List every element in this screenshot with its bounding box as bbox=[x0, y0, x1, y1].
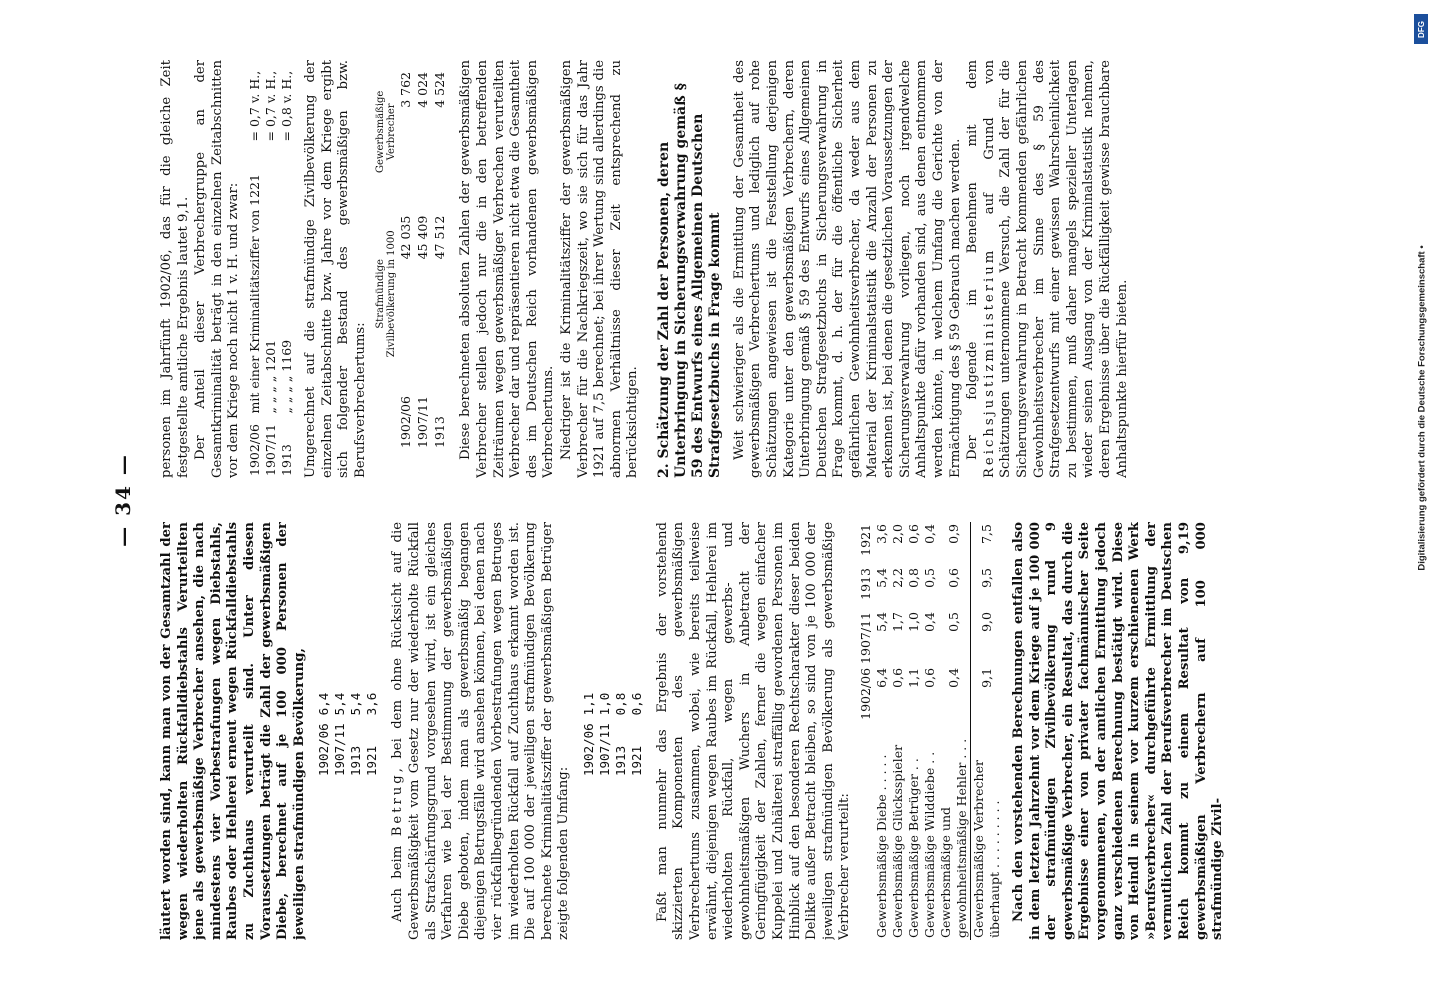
table-cell: 5,4 bbox=[874, 612, 889, 632]
table-cell: = 0,7 v. H., bbox=[246, 70, 262, 142]
table-row bbox=[906, 522, 922, 940]
table-header: Gewerbsmäßige Verbrecher bbox=[375, 90, 398, 173]
paragraph: Der Anteil dieser Verbrechergruppe an der Gesamtkriminalität beträgt in den einzelnen Zeitabschnitten vor dem Kriege noch nicht 1 v. H. und zwar: bbox=[193, 60, 242, 478]
table-cell: 7,5 bbox=[971, 522, 1004, 566]
row-label: Gewerbsmäßige Glücksspieler bbox=[890, 744, 905, 938]
table-row bbox=[397, 60, 414, 460]
table-cell: 1,0 bbox=[906, 612, 921, 632]
table-row bbox=[613, 689, 629, 780]
table-row bbox=[364, 689, 380, 780]
table-cell: 5,4 bbox=[874, 568, 889, 588]
emphasis-spaced: Betrug bbox=[390, 772, 406, 837]
table-cell: 0,4 bbox=[922, 612, 937, 632]
table-cell: 3,6 bbox=[364, 692, 380, 716]
table-row bbox=[414, 60, 431, 460]
table-cell: = 0,7 v. H., bbox=[262, 70, 278, 142]
document-page bbox=[107, 60, 1327, 940]
table-cell: 4 024 bbox=[415, 72, 431, 108]
table-cell: 0,6 bbox=[922, 667, 937, 688]
table-cell: 2,0 bbox=[890, 524, 905, 544]
paragraph: Weit schwieriger als die Ermittlung der Gesamtheit des gewerbsmäßigen Verbrechertums und lediglich auf rohe Schätzungen angewiesen ist die Feststellung derjenigen Kategorie unter den gewerbsmäßigen Verbrechern, deren Unterbringung gemäß § 59 des Entwurfs eines Allgemeinen Deutschen Strafgesetzbuchs in Sicherungsverwahrung in Frage kommt, d. h. der für die öffentliche Sicherheit gefährlichen Gewohnheitsverbrecher, da weder aus dem Material der Kriminalstatistik die Anzahl der Personen zu erkennen ist, bei denen die gesetzlichen Voraussetzungen der Sicherungsverwahrung vorliegen, noch irgendwelche Anhaltspunkte dafür vorhanden sind, aus denen entnommen werden könnte, in welchem Umfang die Gerichte von der Ermächtigung des § 59 Gebrauch machen werden. bbox=[731, 60, 963, 478]
professional-criminals-table bbox=[858, 522, 1003, 940]
table-cell: 1907/11 bbox=[415, 396, 431, 448]
table-cell: 1,1 bbox=[906, 667, 921, 688]
table-row bbox=[890, 522, 906, 940]
fraud-rate-table bbox=[581, 689, 645, 780]
table-cell: 1907/11 bbox=[262, 424, 278, 476]
table-cell: 1913 bbox=[612, 745, 628, 776]
table-cell: 1913 bbox=[432, 416, 448, 448]
table-row bbox=[581, 689, 597, 780]
table-cell: 0,4 bbox=[946, 667, 961, 688]
row-label: Gewerbsmäßige Wilddiebe . . bbox=[922, 751, 937, 938]
digitization-credit bbox=[1412, 8, 1432, 992]
table-row bbox=[431, 60, 448, 460]
text-run: Der folgende im Benehmen mit dem bbox=[965, 60, 981, 460]
table-cell: 1902/06 bbox=[398, 396, 414, 448]
table-cell: 1913 bbox=[348, 745, 364, 776]
table-cell: 3,6 bbox=[874, 524, 889, 544]
paragraph: Nach den vorstehenden Berechnungen entfallen also in dem letzten Jahrzehnt vor dem Kriege auf je 100 000 der strafmündigen Zivilbevölkerung rund 9 gewerbsmäßige Verbrecher, ein Resultat, das durch die Ergebnisse einer von privater fachmännischer Seite vorgenommenen, von der amtlichen Ermittlung jedoch ganz verschiedenen Berechnung bestätigt wird. Diese von Heindl in seinem vor kurzem erschienenen Werk »Berufsverbrecher« durchgeführte Ermittlung der vermutlichen Zahl der Berufsverbrecher im Deutschen Reich kommt zu einem Resultat von 9,19 gewerbsmäßigen Verbrechern auf 100 000 strafmündige Zivil- bbox=[1011, 522, 1226, 940]
table-cell: 5,4 bbox=[332, 692, 348, 716]
table-cell: 1913 bbox=[278, 444, 294, 476]
table-cell: 0,6 bbox=[890, 667, 905, 688]
paragraph bbox=[965, 60, 1131, 478]
table-cell: 1907/11 bbox=[596, 723, 612, 776]
paragraph: Diese berechneten absoluten Zahlen der gewerbsmäßigen Verbrecher stellen jedoch nur die in den betreffenden Zeiträumen wegen gewerbsmäßiger Verbrechen verurteilten Verbrecher dar und repräsentieren nicht etwa die Gesamtheit des im Deutschen Reich vorhandenen gewerbsmäßigen Verbrechertums. bbox=[458, 60, 557, 478]
table-cell: 6,4 bbox=[316, 692, 332, 716]
thief-rate-table bbox=[316, 689, 380, 780]
text-run: , bei dem ohne Rücksicht auf die Gewerbsmäßigkeit vom Gesetz nur der wiederholte Rückfall als Strafschärfungsgrund vorgesehen wird, ist ein gleiches Verfahren wie bei der Bestimmung der gewerbsmäßigen Diebe geboten, indem man als gewerbsmäßig begangen diejenigen Betrugsfälle wird ansehen können, bei denen nach vier rückfallbegründenden Vorbestrafungen wegen Betruges im wiederholten Rückfall auf Zuchthaus erkannt worden ist. Die auf 100 000 der jeweiligen strafmündigen Bevölkerung berechnete Kriminalitätsziffer der gewerbsmäßigen Betrüger zeigte folgenden Umfang: bbox=[390, 522, 572, 940]
dfg-logo-icon bbox=[1414, 14, 1428, 44]
credit-text: Digitalisierung gefördert durch die Deutsche Forschungsgemeinschaft • bbox=[1416, 245, 1428, 571]
table-header: 1921 bbox=[858, 524, 873, 556]
table-cell: 4 524 bbox=[432, 72, 448, 108]
table-cell: 0,9 bbox=[946, 524, 961, 544]
table-cell: 1907/11 bbox=[332, 723, 348, 776]
table-header: Strafmündige Zivilbevölkerung in 1000 bbox=[375, 230, 398, 358]
table-header: 1907/11 bbox=[858, 612, 873, 664]
paragraph: personen im Jahrfünft 1902/06, das für die gleiche Zeit festgestellte amtliche Ergebnis lautet 9,1. bbox=[159, 60, 191, 478]
population-table bbox=[375, 60, 448, 460]
paragraph bbox=[390, 522, 573, 940]
table-cell: 1921 bbox=[628, 745, 644, 776]
table-cell: 9,1 bbox=[971, 666, 1004, 722]
table-row bbox=[597, 689, 613, 780]
table-cell: 0,5 bbox=[946, 612, 961, 632]
table-cell: 45 409 bbox=[415, 215, 431, 260]
table-row bbox=[874, 522, 890, 940]
table-cell: 42 035 bbox=[398, 215, 414, 260]
table-cell: 0,8 bbox=[612, 692, 628, 716]
paragraph: läutert worden sind, kann man von der Gesamtzahl der wegen wiederholten Rückfalldiebstahls Verurteilten jene als gewerbsmäßige Verbrecher ansehen, die nach mindestens vier Vorbestrafungen wegen Diebstahls, Raubes oder Hehlerei erneut wegen Rückfalldiebstahls zu Zuchthaus verurteilt sind. Unter diesen Voraussetzungen beträgt die Zahl der gewerbsmäßigen Diebe, berechnet auf je 100 000 Personen der jeweiligen strafmündigen Bevölkerung, bbox=[159, 522, 307, 940]
table-cell: 0,6 bbox=[946, 568, 961, 588]
table-cell: 9,5 bbox=[971, 566, 1004, 610]
table-row bbox=[922, 522, 938, 940]
table-row bbox=[263, 60, 279, 478]
row-label: Gewerbsmäßige Betrüger . . bbox=[906, 758, 921, 938]
table-row bbox=[332, 689, 348, 780]
row-label: Gewerbsmäßige und gewohnheitsmäßige Hehler . . . bbox=[938, 738, 969, 938]
table-cell: 2,2 bbox=[890, 568, 905, 588]
table-cell: 6,4 bbox=[874, 667, 889, 688]
table-row bbox=[629, 689, 645, 780]
table-cell: 1,1 bbox=[580, 692, 596, 716]
paragraph: Faßt man nunmehr das Ergebnis der vorstehend skizzierten Komponenten des gewerbsmäßigen Verbrechertums zusammen, wobei, wie bereits teilweise erwähnt, diejenigen wegen Raubes im Rückfall, Hehlerei im wiederholten Rückfall, wegen gewerbs- und gewohnheitsmäßigen Wuchers in Anbetracht der Geringfügigkeit der Zahlen, ferner die wegen einfacher Kuppelei und Zuhälterei straffällig gewordenen Personen im Hinblick auf den besonderen Rechtscharakter dieser beiden Delikte außer Betracht bleiben, so sind von je 100 000 der jeweiligen strafmündigen Bevölkerung als gewerbsmäßige Verbrecher verurteilt: bbox=[654, 522, 853, 940]
table-cell: „ „ „ „ 1201 bbox=[262, 339, 278, 414]
table-row bbox=[348, 689, 364, 780]
table-cell: 0,4 bbox=[922, 524, 937, 544]
table-header-row bbox=[375, 60, 397, 460]
table-cell: 3 762 bbox=[398, 72, 414, 108]
table-cell: mit einer Kriminalitätsziffer von 1221 bbox=[246, 174, 262, 414]
emphasis-spaced: Reichsjustizministerium bbox=[981, 247, 997, 478]
table-row bbox=[316, 689, 332, 780]
table-row bbox=[938, 522, 971, 940]
row-label: Gewerbsmäßige Verbrecher überhaupt . . . . . . . . . bbox=[971, 722, 1004, 940]
table-header bbox=[375, 384, 397, 460]
table-row bbox=[279, 60, 295, 478]
text-run: Auch beim bbox=[390, 845, 406, 922]
table-cell: „ „ „ „ 1169 bbox=[278, 339, 294, 414]
dfg-logo-text: DFG bbox=[1416, 20, 1426, 38]
table-cell: = 0,8 v. H., bbox=[278, 70, 294, 142]
paragraph: Niedriger ist die Kriminalitätsziffer der gewerbsmäßigen Verbrecher für die Nachkriegszeit, wo sie sich für das Jahr 1921 auf 7,5 berechnet; bei ihrer Wertung sind allerdings die abnormen Verhältnisse dieser Zeit entsprechend zu berücksichtigen. bbox=[558, 60, 641, 478]
right-column bbox=[159, 60, 1309, 478]
text-run: auf Grund von Schätzungen unternommene Versuch, die Zahl der für die Sicherungsverwahrung in Betracht kommenden gefährlichen Gewohnheitsverbrecher im Sinne des § 59 des Strafgesetzentwurfs mit einer gewissen Wahrscheinlichkeit zu bestimmen, muß daher mangels spezieller Unterlagen wieder seinen Ausgang von der Kriminalstatistik nehmen, deren Ergebnisse über die Rückfälligkeit gewisse brauchbare Anhaltspunkte hierfür bieten. bbox=[981, 60, 1130, 478]
table-cell: 1902/06 bbox=[316, 723, 332, 776]
page-number: — 34 — bbox=[111, 453, 135, 547]
table-cell: 5,4 bbox=[348, 692, 364, 716]
table-cell: 1902/06 bbox=[580, 723, 596, 776]
section-heading: 2. Schätzung der Zahl der Personen, deren Unterbringung in Sicherungsverwahrung gemäß § 59 des Entwurfs eines Allgemeinen Deutschen Strafgesetzbuchs in Frage kommt bbox=[655, 83, 723, 478]
paragraph: Umgerechnet auf die strafmündige Zivilbevölkerung der einzelnen Zeitabschnitte bzw. Jahre vor dem Kriege ergibt sich folgender Bestand des gewerbsmäßigen bzw. Berufsverbrechertums: bbox=[302, 60, 368, 478]
table-cell: 1,7 bbox=[890, 612, 905, 632]
table-cell: 0,6 bbox=[906, 524, 921, 544]
table-sum-row bbox=[971, 522, 1004, 940]
table-cell: 1902/06 bbox=[246, 424, 262, 476]
table-header: 1913 bbox=[858, 568, 873, 600]
table-cell: 0,8 bbox=[906, 568, 921, 588]
share-table bbox=[247, 60, 295, 478]
table-cell: 9,0 bbox=[971, 610, 1004, 666]
table-cell: 47 512 bbox=[432, 215, 448, 260]
table-row bbox=[247, 60, 263, 478]
table-cell: 0,6 bbox=[628, 692, 644, 716]
table-cell: 1,0 bbox=[596, 692, 612, 716]
table-cell: 0,5 bbox=[922, 568, 937, 588]
table-header bbox=[858, 722, 874, 940]
row-label: Gewerbsmäßige Diebe . . . . . bbox=[874, 754, 889, 938]
table-cell: 1921 bbox=[364, 745, 380, 776]
table-header-row bbox=[858, 522, 874, 940]
left-column bbox=[159, 522, 1309, 940]
table-header: 1902/06 bbox=[858, 667, 873, 720]
